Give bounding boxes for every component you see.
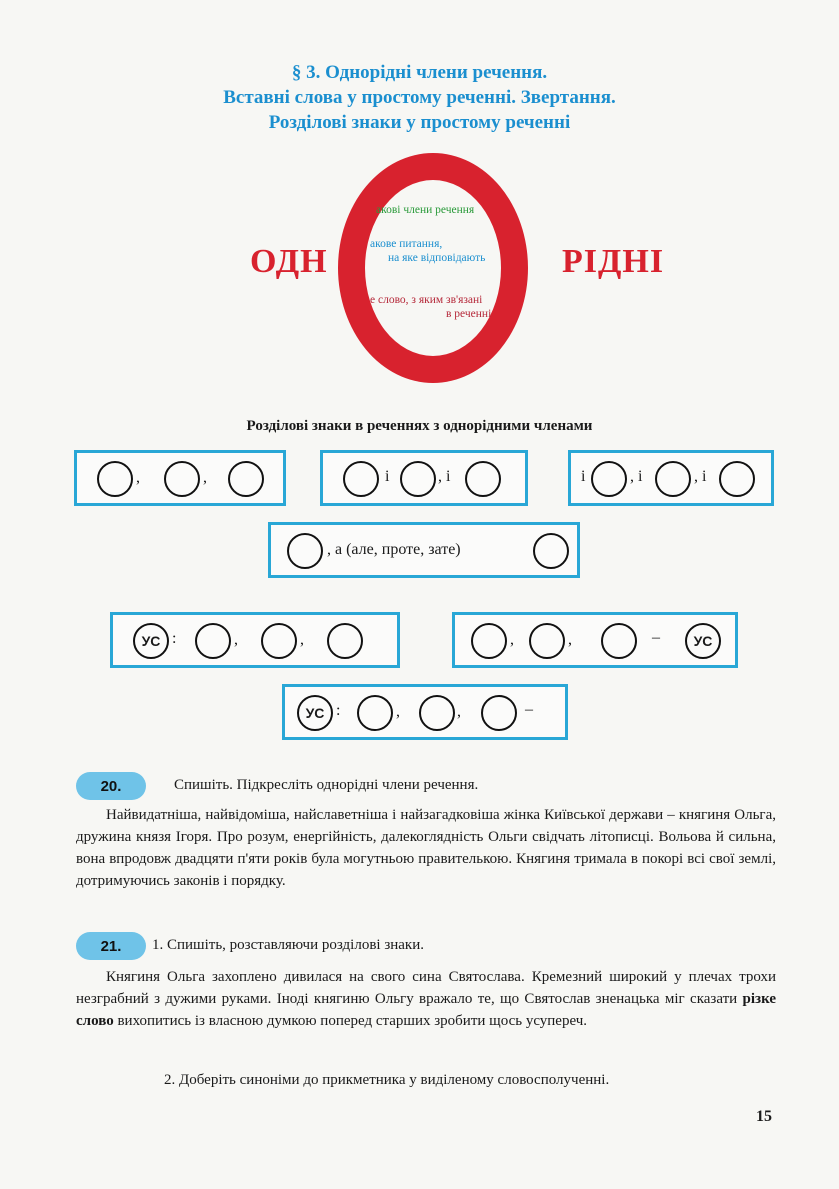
diagram-line-question-b: на яке відповідають [388,252,486,264]
task-21-text [76,966,776,1032]
member-circle [481,695,517,731]
member-circle [533,533,569,569]
schemes-title: Розділові знаки в реченнях з однорідними членами [246,418,593,434]
page-number: 15 [756,1108,772,1125]
scheme-comma-list [74,450,286,506]
scheme-contrast [268,522,580,578]
member-circle [529,623,565,659]
comma-mark: , [457,703,461,720]
member-circle [228,461,264,497]
contrast-conjunction-text: а (але, проте, зате) [335,541,461,558]
task-21-text-part-1: Княгиня Ольга захоплено дивилася на свого сина Святослава. Кремезний широкий у плечах трохи незграбний з дужими руками. Іноді княгиню Ольгу вражало те, що Святослав зненацька міг сказати [76,969,776,1007]
scheme-repeated-i-list [568,450,774,506]
member-circle [400,461,436,497]
member-circle [195,623,231,659]
comma-mark: , [136,469,140,486]
scheme-generalizing-middle [282,684,568,740]
task-20-instruction: Спишіть. Підкресліть однорідні члени речення. [174,777,479,793]
task-21-badge: 21. [76,932,146,960]
member-circle [465,461,501,497]
comma-conjunction-i: , і [694,468,707,485]
member-circle [419,695,455,731]
task-20-paragraph: Найвидатніша, найвідоміша, найславетніша і найзагадковіша жінка Київської держави – княгиня Ольга, дружина князя Ігоря. Про розум, енергійність, далекоглядність Ольги свідчать літописці. Вольова й сильна, вона впродовж двадцяти п'яти років була могутньою правителькою. Княгиня тримала в покорі всі свої землі, дотримуючись законів і порядку. [76,807,776,889]
member-circle [164,461,200,497]
member-circle [591,461,627,497]
odnoridni-diagram [250,145,675,390]
comma-mark: , [327,541,331,558]
colon-mark: : [172,630,177,647]
member-circle [471,623,507,659]
generalizing-word-circle: УС [297,695,333,731]
dash-mark: – [525,701,533,718]
task-21-paragraph [76,966,776,1032]
comma-conjunction-i: , і [438,468,451,485]
generalizing-word-circle: УС [133,623,169,659]
member-circle [601,623,637,659]
comma-mark: , [234,631,238,648]
member-circle [357,695,393,731]
dash-mark: – [652,629,660,646]
member-circle [719,461,755,497]
generalizing-word-circle: УС [685,623,721,659]
comma-conjunction-i: , і [630,468,643,485]
task-21-instruction-1: 1. Спишіть, розставляючи розділові знаки. [152,937,424,953]
member-circle [287,533,323,569]
heading-line-1: § 3. Однорідні члени речення. [291,62,548,83]
heading-line-3: Розділові знаки у простому реченні [268,112,571,133]
diagram-line-question-a: акове питання, [370,238,443,250]
task-20-text [76,804,776,892]
task-21-instruction-2: 2. Доберіть синоніми до прикметника у виділеному словосполученні. [164,1072,610,1088]
comma-mark: , [510,631,514,648]
heading-line-2: Вставні слова у простому реченні. Звертання. [223,87,616,108]
member-circle [327,623,363,659]
diagram-line-members: акові члени речення [376,204,475,216]
scheme-generalizing-before [110,612,400,668]
big-letter-o [338,153,528,383]
comma-mark: , [203,469,207,486]
member-circle [655,461,691,497]
contrast-conjunctions [327,541,461,559]
member-circle [261,623,297,659]
comma-mark: , [568,631,572,648]
task-21-text-part-2: вихопитись із власною думкою поперед старших зробити щось усупереч. [113,1013,588,1029]
diagram-line-word-b: в реченні [446,308,492,320]
colon-mark: : [336,702,341,719]
scheme-i-list [320,450,528,506]
comma-mark: , [396,703,400,720]
diagram-right-word: РІДНІ [562,243,665,280]
task-21-highlighted-phrase: різке слово [76,991,776,1029]
comma-mark: , [300,631,304,648]
conjunction-i: і [581,468,586,485]
diagram-line-word-a: е слово, з яким зв'язані [370,294,483,306]
conjunction-i: і [385,468,390,485]
section-heading [0,60,839,135]
diagram-left-word: ОДН [250,243,328,280]
task-20-badge: 20. [76,772,146,800]
member-circle [97,461,133,497]
member-circle [343,461,379,497]
scheme-generalizing-after [452,612,738,668]
